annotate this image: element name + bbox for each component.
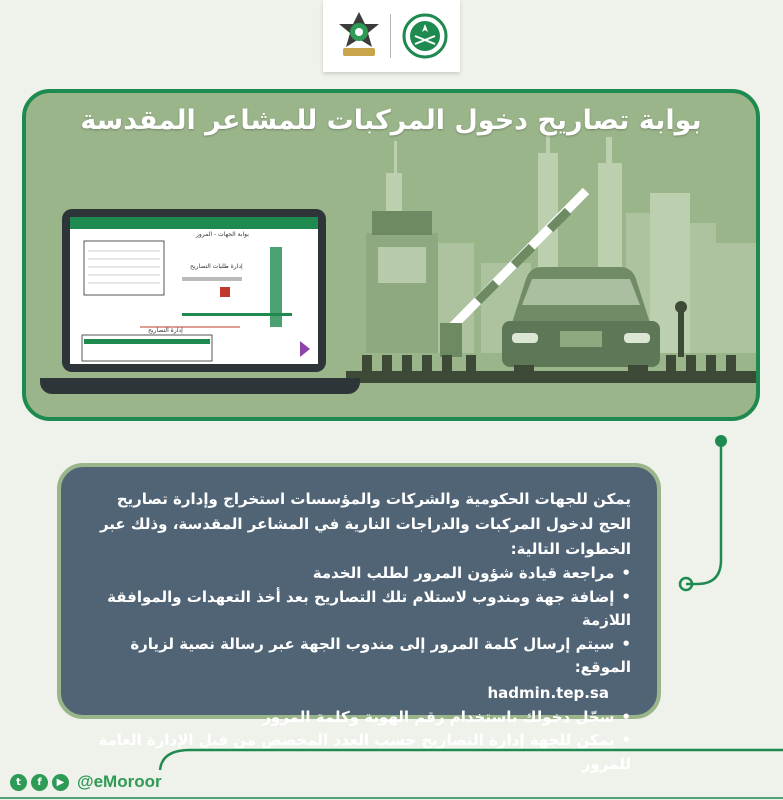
laptop-panel-label: إدارة التصاريح xyxy=(148,327,183,334)
website-url[interactable]: hadmin.tep.sa xyxy=(487,683,609,702)
twitter-icon[interactable]: t xyxy=(10,774,27,791)
car-illustration xyxy=(502,267,660,379)
step-item: • سيتم إرسال كلمة المرور إلى مندوب الجهة عبر رسالة نصية لزيارة الموقع: xyxy=(83,633,631,680)
step-item: • إضافة جهة ومندوب لاستلام تلك التصاريح بعد أخذ التعهدات والموافقة اللازمة xyxy=(83,586,631,633)
banner-title: بوابة تصاريح دخول المركبات للمشاعر المقدسة xyxy=(80,105,702,136)
logo-box xyxy=(323,0,460,72)
step-item: • سجّل دخولك باستخدام رقم الهوية وكلمة المرور xyxy=(83,706,631,730)
laptop-base xyxy=(40,378,360,394)
facebook-icon[interactable]: f xyxy=(31,774,48,791)
steps-list-continued xyxy=(83,706,631,777)
laptop-form-title: إدارة طلبات التصاريح xyxy=(190,263,243,270)
portal-screenshot xyxy=(70,217,318,364)
traffic-department-logo xyxy=(335,10,383,62)
logo-divider xyxy=(390,14,391,58)
info-card xyxy=(57,463,661,773)
banner xyxy=(22,89,760,421)
intro-text: يمكن للجهات الحكومية والشركات والمؤسسات استخراج وإدارة تصاريح الحج لدخول المركبات والدراجات النارية في المشاعر المقدسة، وذلك عبر الخطوات التالية: xyxy=(99,490,631,558)
youtube-icon[interactable]: ▶ xyxy=(52,774,69,791)
laptop-screen xyxy=(62,209,326,372)
step-item: • مراجعة قيادة شؤون المرور لطلب الخدمة xyxy=(83,562,631,586)
laptop-screen-title: بوابة الجهات - المرور xyxy=(196,231,249,238)
ministry-interior-logo xyxy=(401,10,449,62)
laptop-display xyxy=(70,217,318,364)
steps-list xyxy=(83,562,631,680)
social-handle[interactable]: @eMoroor xyxy=(77,772,162,791)
social-footer xyxy=(10,771,162,793)
step-item: • يمكن للجهة إدارة التصاريح حسب العدد المخصص من قبل الإدارة العامة للمرور xyxy=(83,729,631,776)
